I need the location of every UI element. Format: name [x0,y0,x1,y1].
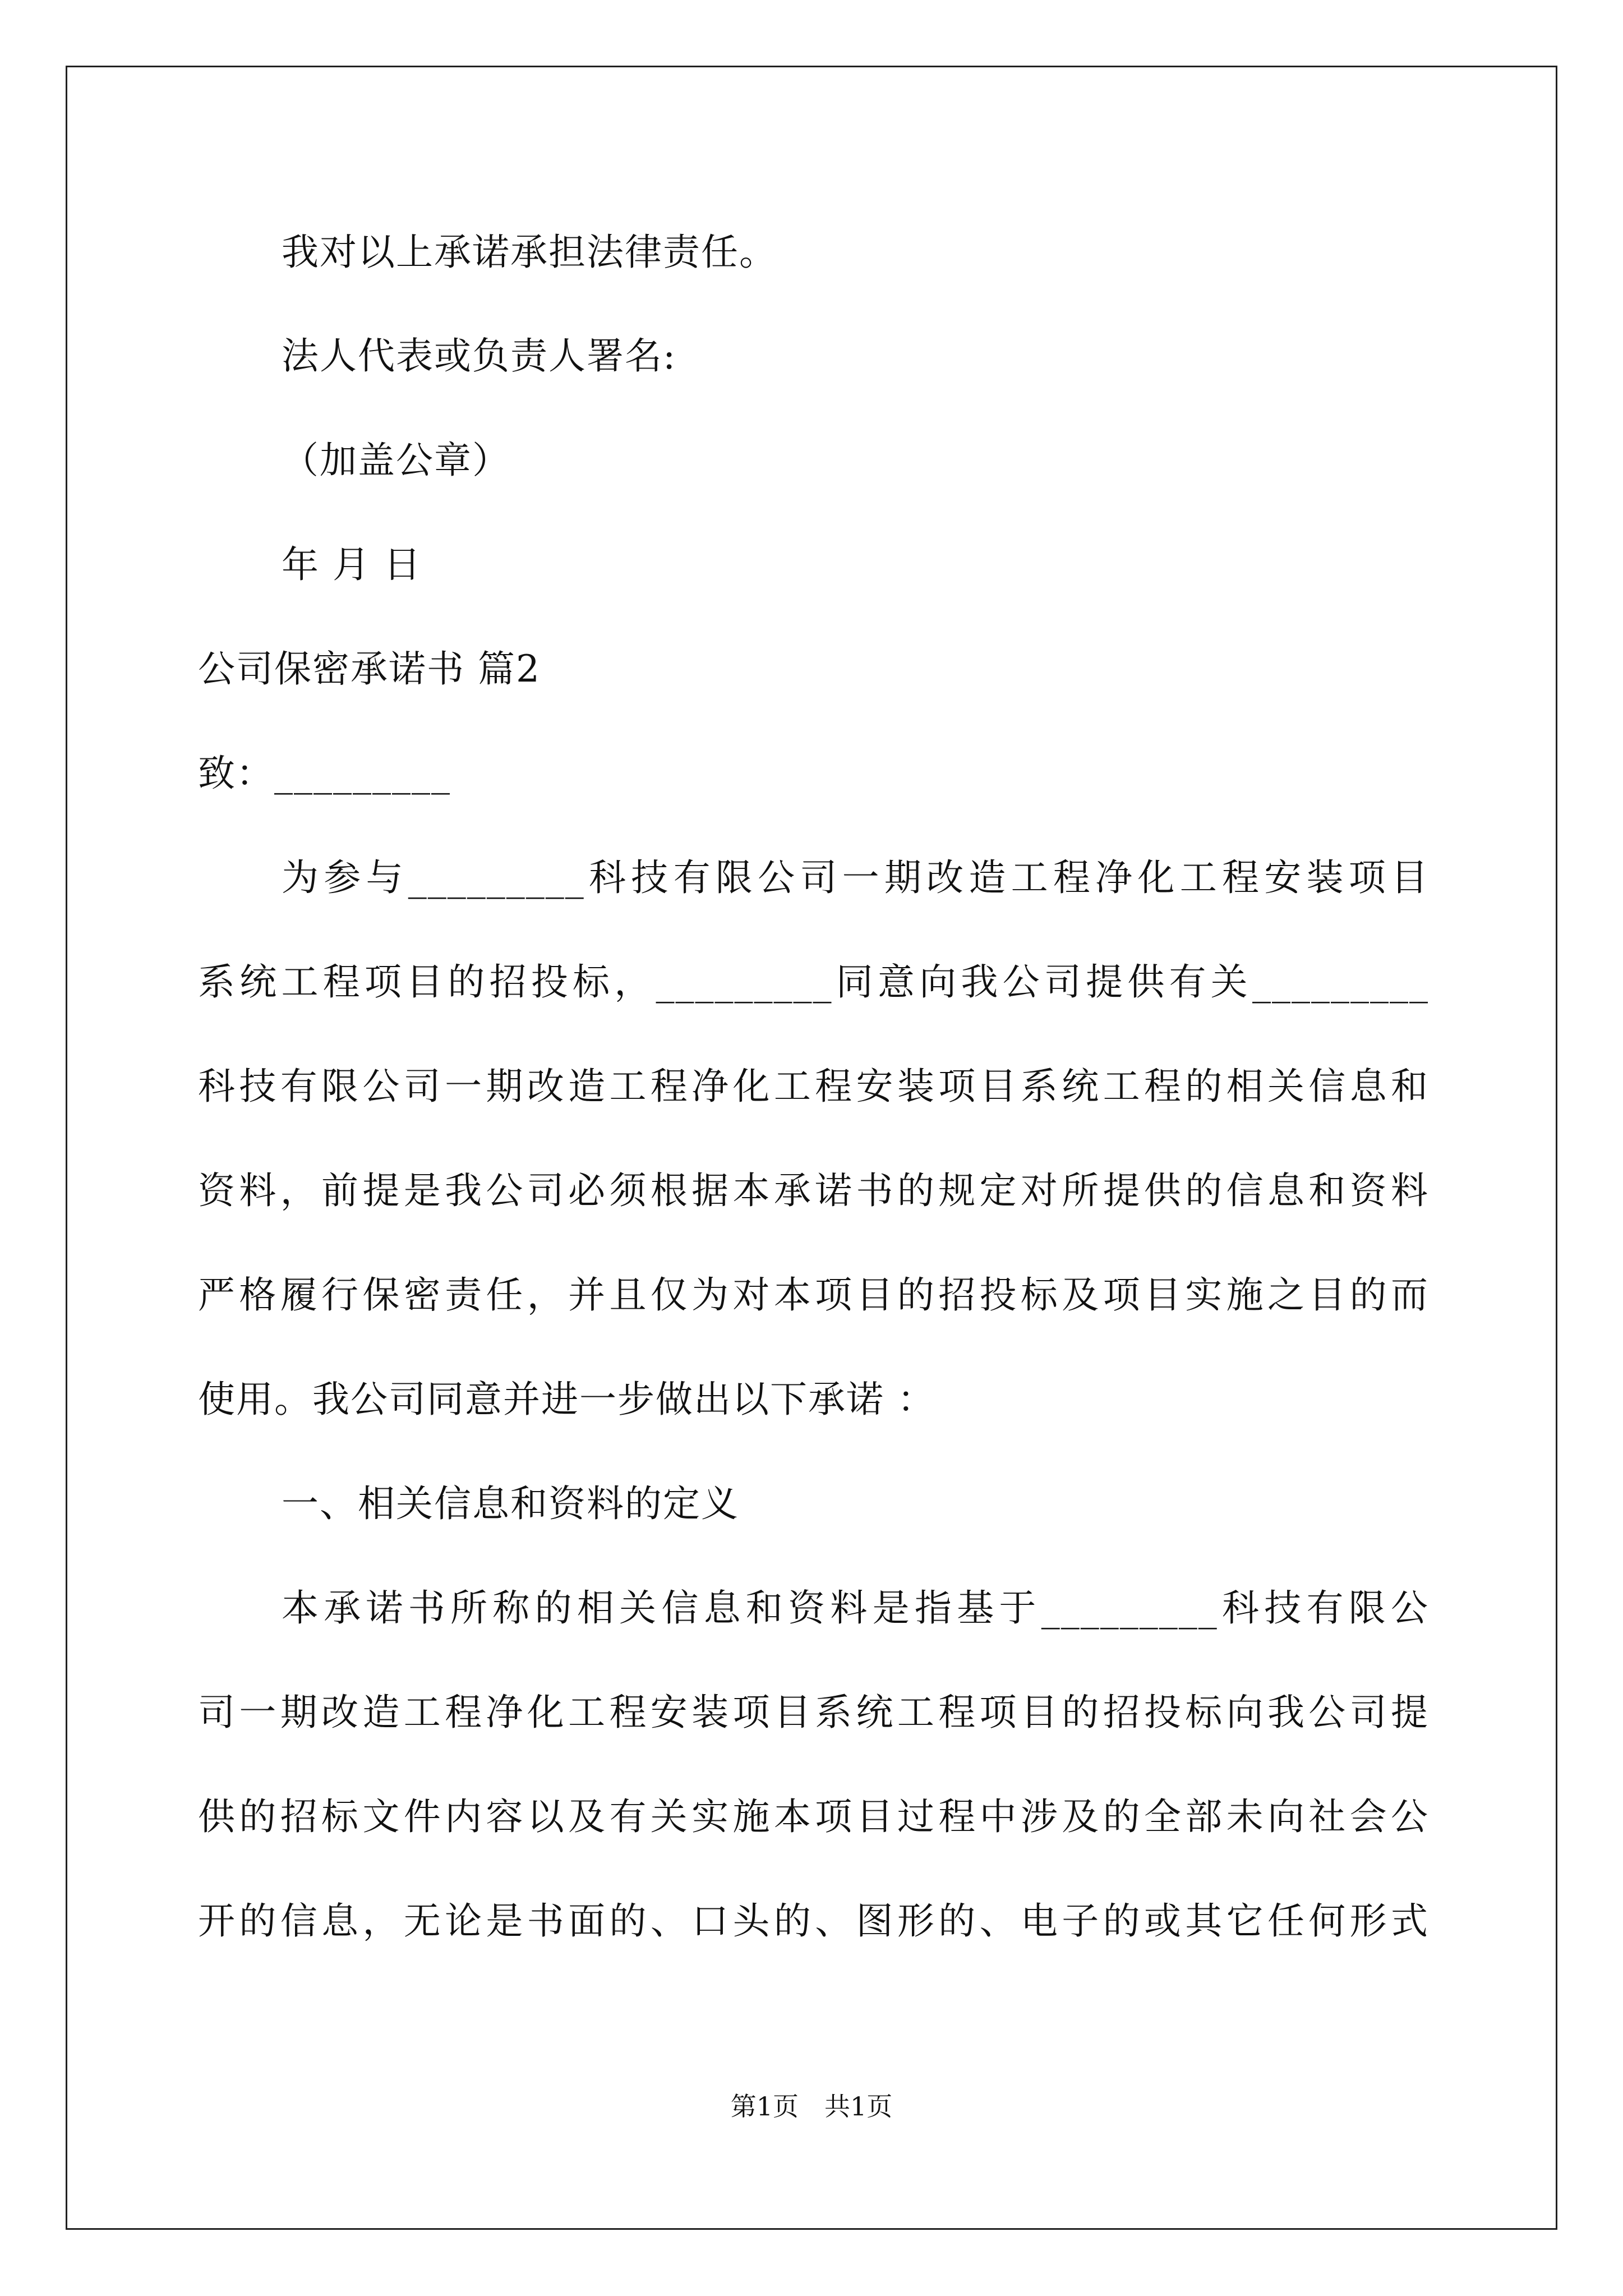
doc-line-8: 系统工程项目的招投标，_________同意向我公司提供有关_________ [198,960,1429,1004]
doc-line-9: 科技有限公司一期改造工程净化工程安装项目系统工程的相关信息和 [198,1065,1429,1108]
subsection-heading: 一、相关信息和资料的定义 [282,1482,739,1525]
addressee-line: 致：_________ [198,752,451,795]
doc-line-2: 法人代表或负责人署名: [282,334,677,378]
doc-line-14: 本承诺书所称的相关信息和资料是指基于_________科技有限公 [282,1586,1429,1630]
doc-line-16: 供的招标文件内容以及有关实施本项目过程中涉及的全部未向社会公 [198,1795,1429,1838]
doc-line-3: （加盖公章） [282,439,510,482]
doc-line-12: 使用。我公司同意并进一步做出以下承诺 ： [198,1378,935,1421]
doc-line-1: 我对以上承诺承担法律责任。 [282,231,777,274]
doc-line-15: 司一期改造工程净化工程安装项目系统工程项目的招投标向我公司提 [198,1691,1429,1734]
section-heading: 公司保密承诺书 篇2 [198,647,541,691]
doc-line-10: 资料，前提是我公司必须根据本承诺书的规定对所提供的信息和资料 [198,1169,1429,1212]
doc-line-4: 年 月 日 [282,543,422,586]
page-footer: 第1页 共1页 [730,2091,893,2122]
doc-line-17: 开的信息，无论是书面的、口头的、图形的、电子的或其它任何形式 [198,1899,1429,1943]
doc-line-11: 严格履行保密责任，并且仅为对本项目的招投标及项目实施之目的而 [198,1273,1429,1317]
doc-line-7: 为参与_________科技有限公司一期改造工程净化工程安装项目 [282,856,1429,899]
